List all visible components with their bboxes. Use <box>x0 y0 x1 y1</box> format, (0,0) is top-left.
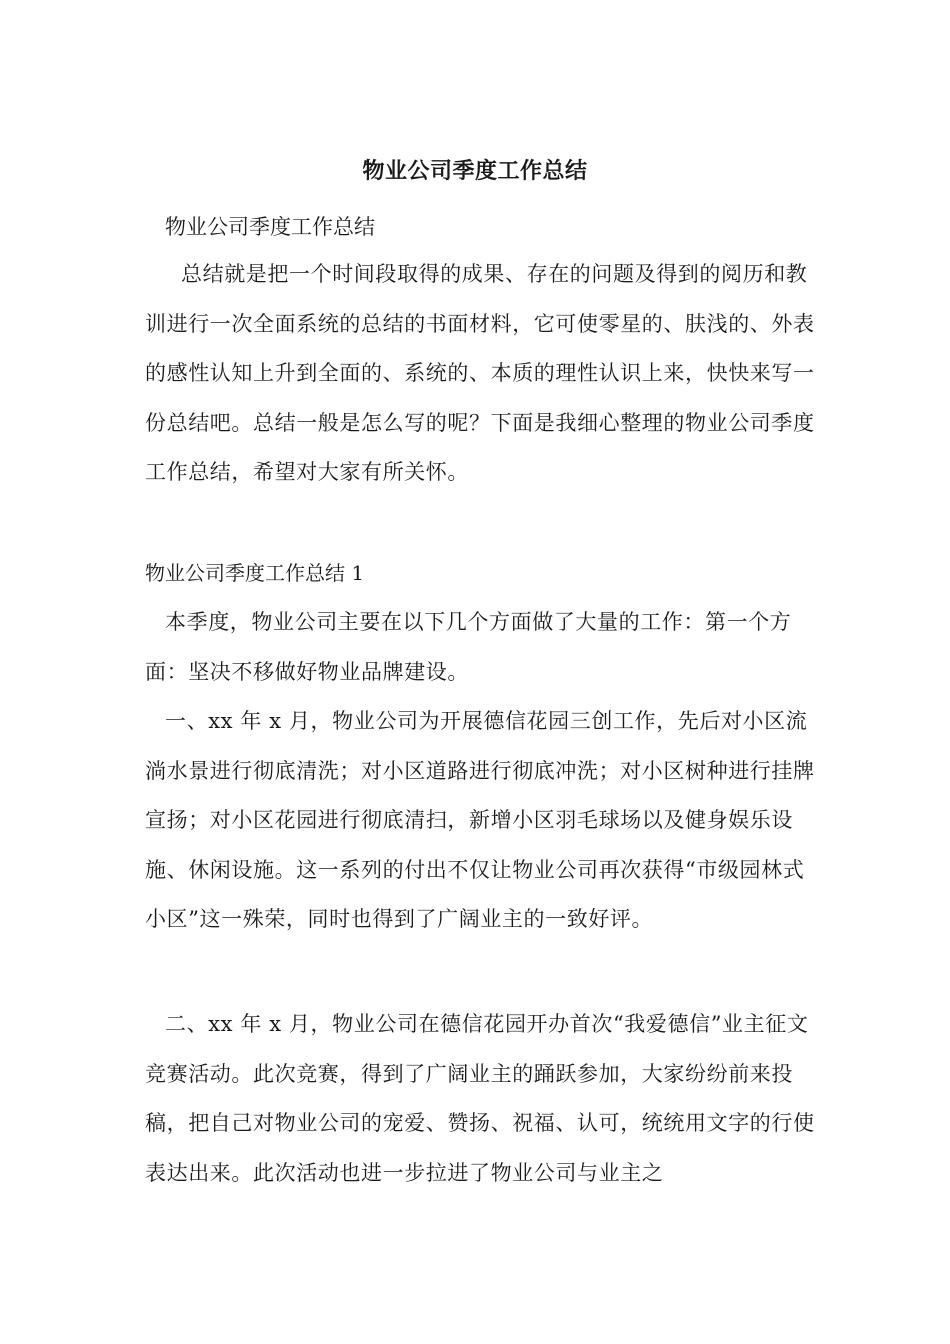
section-heading: 物业公司季度工作总结 1 <box>145 561 365 585</box>
document-subtitle: 物业公司季度工作总结 <box>165 215 375 239</box>
intro-paragraph: 总结就是把一个时间段取得的成果、存在的问题及得到的阅历和教训进行一次全面系统的总结的书面材料，它可使零星的、肤浅的、外表的感性认知上升到全面的、系统的、本质的理性认识上来，快快来写一份总结吧。总结一般是怎么写的呢？下面是我细心整理的物业公司季度工作总结，希望对大家有所关怀。 <box>145 262 815 484</box>
paragraph-1: 本季度，物业公司主要在以下几个方面做了大量的工作：第一个方面：坚决不移做好物业品牌建设。 <box>145 610 792 684</box>
paragraph-2: 一、xx 年 x 月，物业公司为开展德信花园三创工作，先后对小区流淌水景进行彻底清洗；对小区道路进行彻底冲洗；对小区树种进行挂牌宣扬；对小区花园进行彻底清扫，新增小区羽毛球场以及健身娱乐设施、休闲设施。这一系列的付出不仅让物业公司再次获得“市级园林式小区”这一殊荣，同时也得到了广阔业主的一致好评。 <box>145 709 815 931</box>
paragraph-3: 二、xx 年 x 月，物业公司在德信花园开办首次“我爱德信”业主征文竞赛活动。此次竞赛，得到了广阔业主的踊跃参加，大家纷纷前来投稿，把自己对物业公司的宠爱、赞扬、祝福、认可，统统用文字的行使表达出来。此次活动也进一步拉进了物业公司与业主之 <box>145 1012 815 1185</box>
document-title: 物业公司季度工作总结 <box>362 159 588 184</box>
